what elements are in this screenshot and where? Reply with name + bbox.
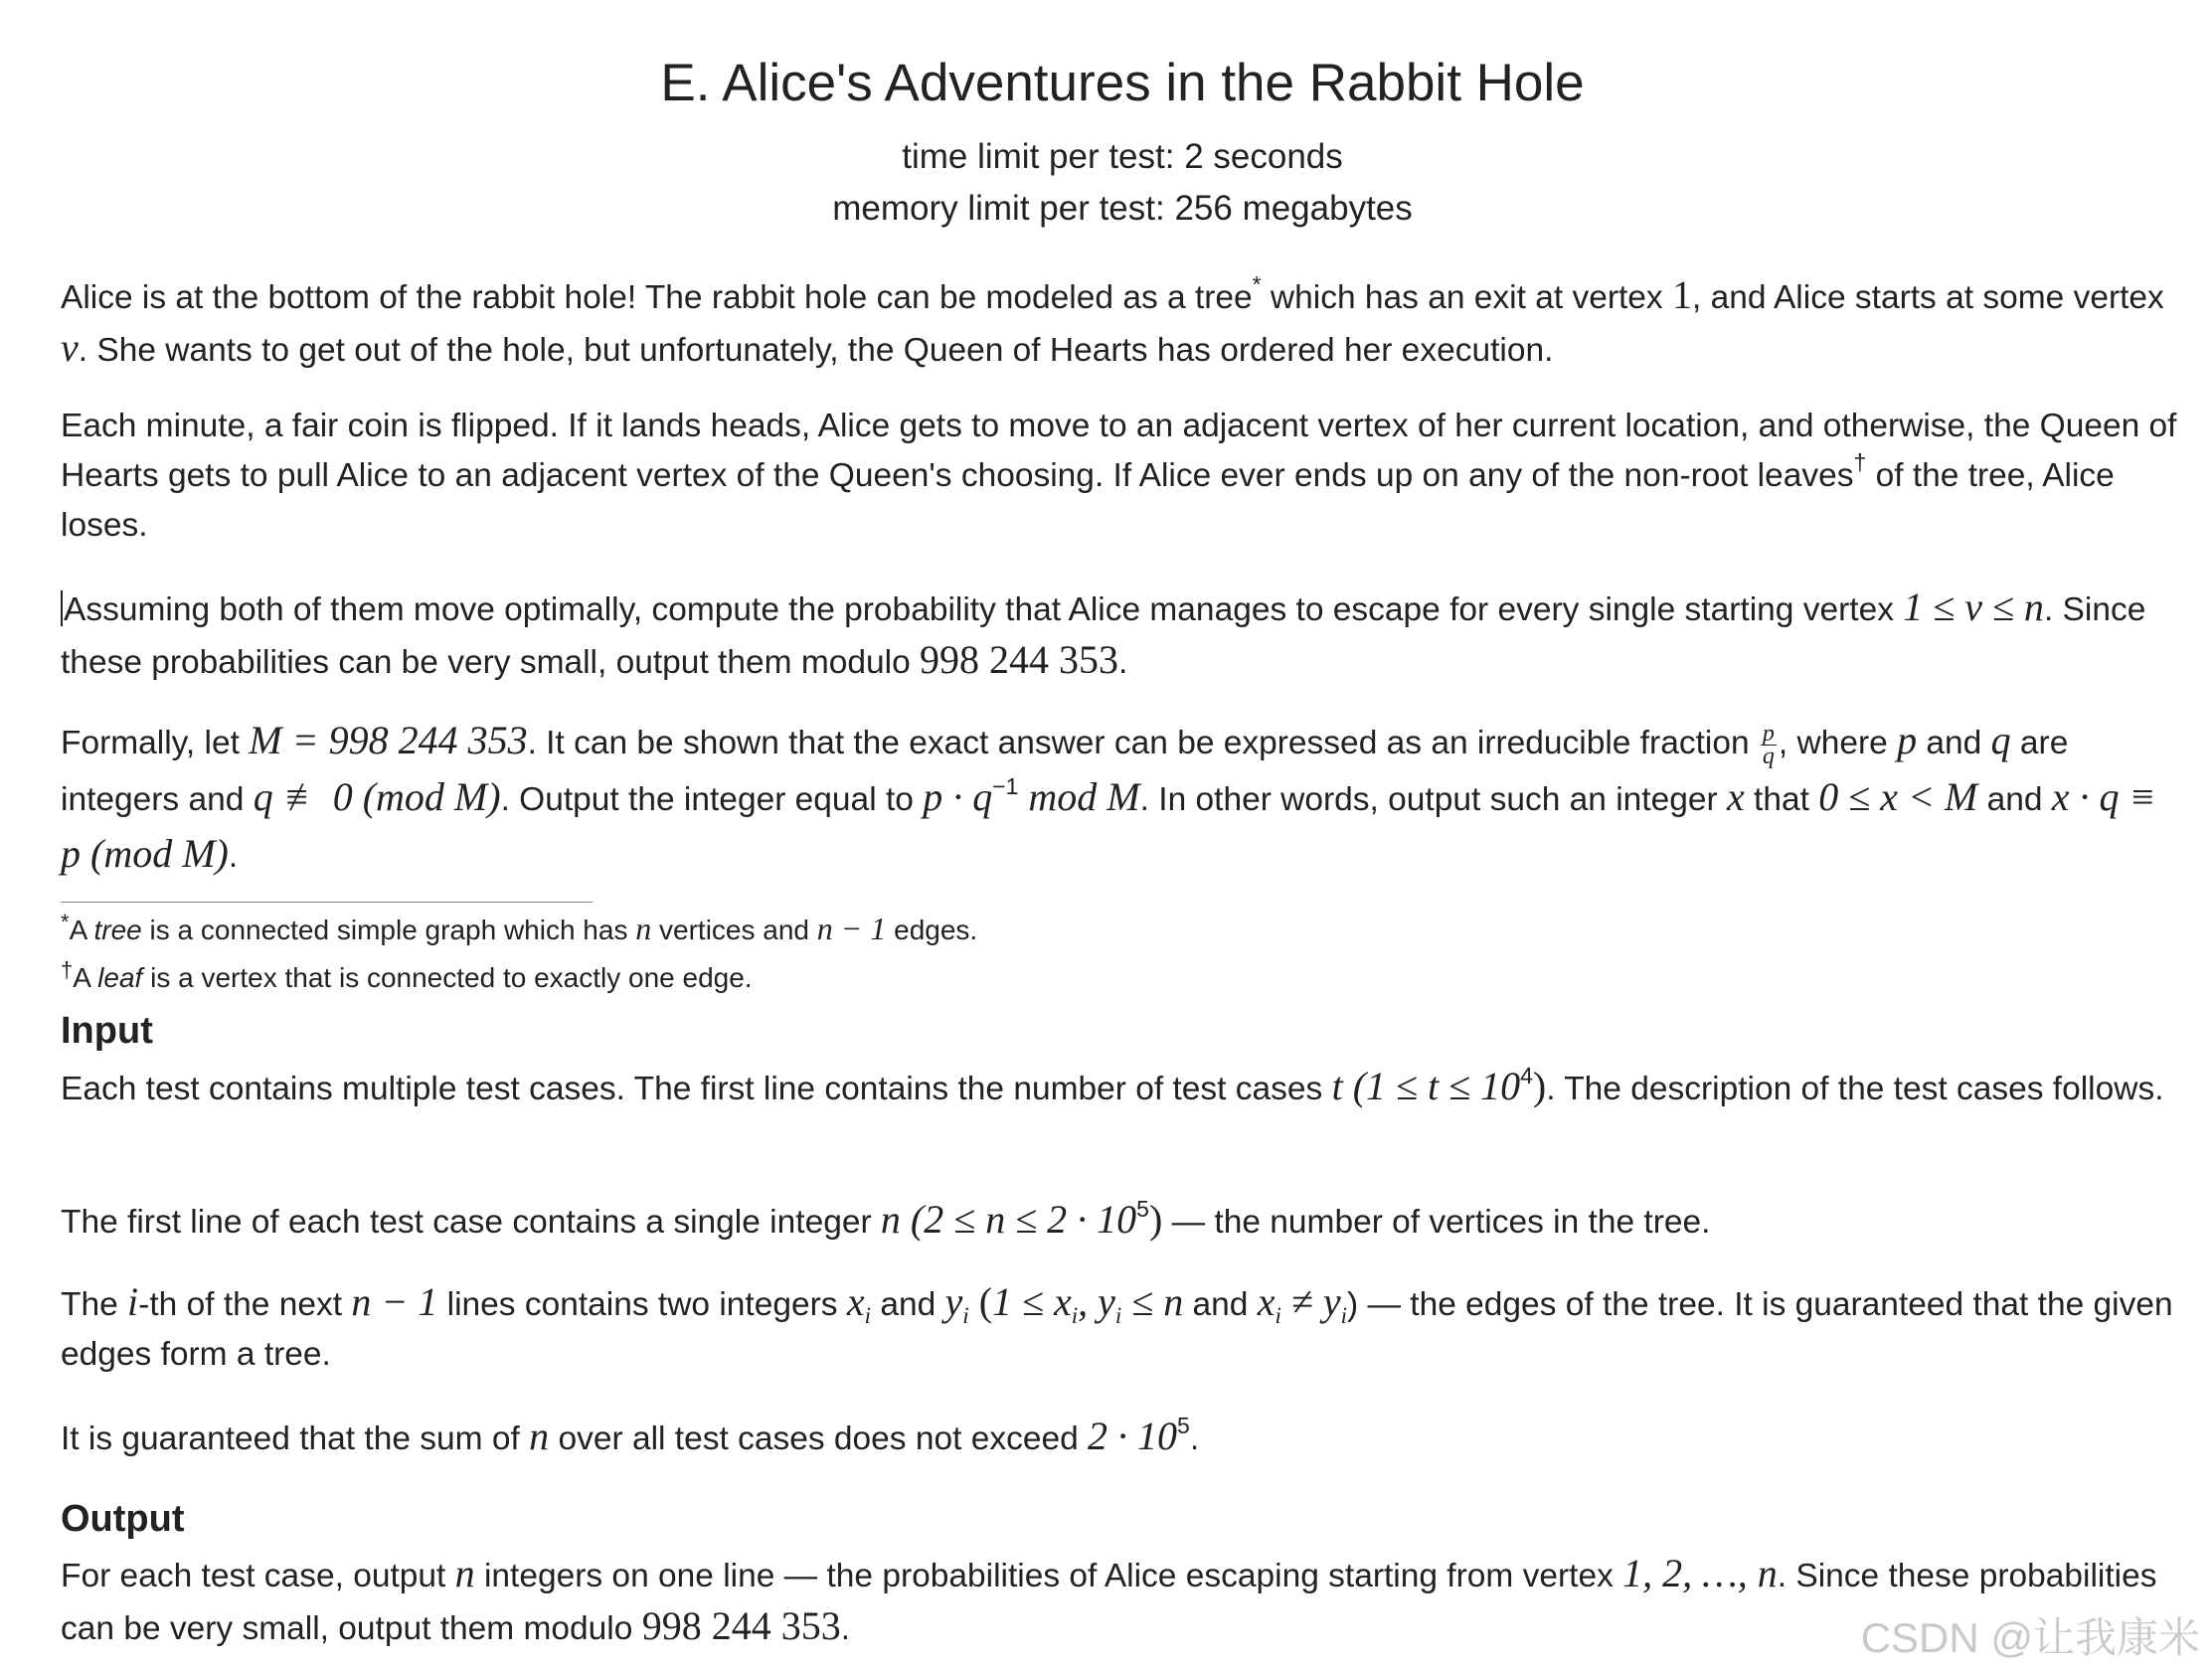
footnote-marker-dagger: † [1853, 449, 1867, 475]
input-heading: Input [61, 1010, 153, 1052]
statement-paragraph-2: Each minute, a fair coin is flipped. If it lands heads, Alice gets to move to an adjacent vertex of her current location, and otherwise, the Queen of Hearts gets to pull Alice to an adjacent vertex of the Queen's choosing. If Alice ever ends up on any of the non-root leaves† of the tree, Alice loses. [61, 408, 2177, 544]
fraction-p-over-q: $\frac{p}{q}$ [1762, 720, 1775, 769]
footnote-marker-star: * [1252, 271, 1262, 297]
memory-limit: memory limit per test: 256 megabytes [832, 189, 1413, 228]
statement-paragraph-3: Assuming both of them move optimally, compute the probability that Alice manages to escape for every single starting vertex 1 ≤ v ≤ n. Since these probabilities can be very small, output them modulo 998 244 353. [61, 584, 2146, 682]
statement-paragraph-1: Alice is at the bottom of the rabbit hole! The rabbit hole can be modeled as a tree* which has an exit at vertex 1, and Alice starts at some vertex v. She wants to get out of the hole, but unfortunately, the Queen of Hearts has ordered her execution. [61, 271, 2164, 370]
problem-title: E. Alice's Adventures in the Rabbit Hole [660, 54, 1585, 112]
text-cursor [61, 590, 63, 626]
csdn-watermark: CSDN @让我康米 [1860, 1614, 2200, 1661]
footnote-leaf: †A leaf is a vertex that is connected to exactly one edge. [61, 957, 753, 993]
output-heading: Output [61, 1498, 185, 1540]
input-paragraph-1: Each test contains multiple test cases. The first line contains the number of test cases t $(1 \le t \le 10^4)$. The description of the test cases follows. [61, 1063, 2164, 1108]
statement-paragraph-4: Formally, let M = 998 244 353. It can be shown that the exact answer can be expressed as an irreducible fraction $\frac{p}{q}$ , where p and q are integers and q ≢ 0 (mod M). Output the integer equal to $p \cdot q^{-1}$ mod M. In other words, output such an integer x that 0 ≤ x < M and x · q ≡ p (mod M). [61, 718, 2156, 876]
input-paragraph-3: The i-th of the next n − 1 lines contains two integers $x_i$ and $y_i$ ($1 \le x_i$, $y_i \le n$ and $x_i \ne y_i$) — the edges of the tree. It is guaranteed that the given edges form a tree. [61, 1279, 2173, 1373]
time-limit: time limit per test: 2 seconds [902, 137, 1343, 176]
output-paragraph-1: For each test case, output n integers on one line — the probabilities of Alice escaping starting from vertex 1, 2, …, n. Since these probabilities can be very small, output them modulo 998 244 353. [61, 1551, 2157, 1648]
footnote-divider [61, 902, 593, 903]
input-paragraph-4: It is guaranteed that the sum of n over all test cases does not exceed $2 \cdot 10^5$. [61, 1413, 1200, 1458]
input-paragraph-2: The first line of each test case contains a single integer n $(2 \le n \le 2 \cdot 10^5)$ — the number of vertices in the tree. [61, 1196, 1711, 1242]
footnote-tree: *A tree is a connected simple graph which has n vertices and n − 1 edges. [61, 910, 978, 946]
